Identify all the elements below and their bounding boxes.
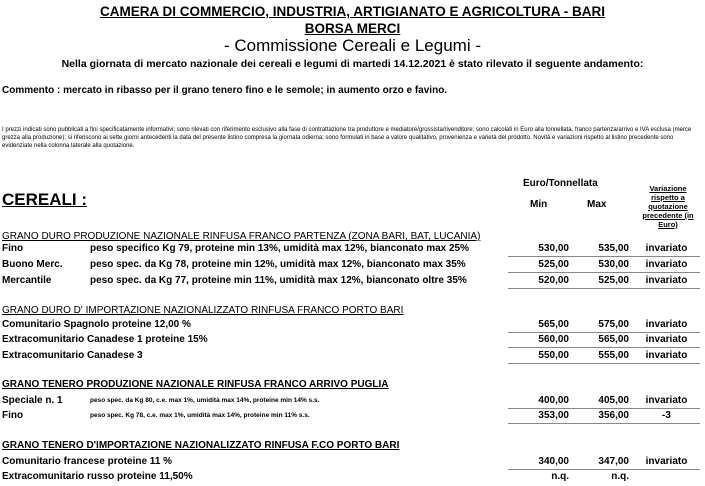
row-variation: invariato xyxy=(645,350,688,361)
section-title: GRANO TENERO PRODUZIONE NAZIONALE RINFUSA FRANCO ARRIVO PUGLIA xyxy=(2,379,389,390)
row-min: 560,00 xyxy=(538,334,569,345)
row-variation: invariato xyxy=(645,334,688,345)
row-name: Fino xyxy=(2,410,24,421)
row-name: Buono Merc. xyxy=(2,259,63,270)
row-name: Fino xyxy=(2,243,24,254)
section-title: GRANO DURO PRODUZIONE NAZIONALE RINFUSA FRANCO PARTENZA (ZONA BARI, BAT, LUCANIA) xyxy=(2,231,481,242)
row-desc: peso spec. da Kg 78, proteine min 12%, umidità max 12%, bianconato max 35% xyxy=(90,259,466,270)
row-max: 575,00 xyxy=(598,319,629,330)
row-desc: peso spec. da Kg 77, proteine min 11%, umidità max 12%, bianconato oltre 35% xyxy=(90,275,467,286)
market-comment: Commento : mercato in ribasso per il grano tenero fino e le semole; in aumento orzo e favino. xyxy=(2,85,448,96)
row-name: Extracomunitario russo proteine 11,50% xyxy=(2,471,193,482)
row-max: 565,00 xyxy=(598,334,629,345)
row-divider xyxy=(508,332,700,333)
commission-title: - Commissione Cereali e Legumi - xyxy=(224,36,481,55)
row-max: 530,00 xyxy=(598,259,629,270)
row-divider xyxy=(508,408,700,409)
row-min: 400,00 xyxy=(538,395,569,406)
row-min: 340,00 xyxy=(538,456,569,467)
row-variation: invariato xyxy=(645,259,688,270)
row-min: n.q. xyxy=(551,471,569,482)
row-divider xyxy=(508,256,700,257)
chamber-title: CAMERA DI COMMERCIO, INDUSTRIA, ARTIGIANATO E AGRICOLTURA - BARI xyxy=(100,4,605,19)
row-name: Comunitario francese proteine 11 % xyxy=(2,456,173,467)
row-desc: peso spec. Kg 78, c.e. max 1%, umidità max 14%, proteine min 11% s.s. xyxy=(90,412,310,419)
row-min: 353,00 xyxy=(538,410,569,421)
currency-header: Euro/Tonnellata xyxy=(523,178,598,189)
row-min: 530,00 xyxy=(538,243,569,254)
row-variation: invariato xyxy=(645,456,688,467)
row-name: Extracomunitario Canadese 3 xyxy=(2,350,143,361)
row-max: n.q. xyxy=(611,471,629,482)
row-min: 565,00 xyxy=(538,319,569,330)
row-divider xyxy=(508,272,700,273)
row-variation: invariato xyxy=(645,395,688,406)
min-header: Min xyxy=(530,199,548,210)
row-variation: invariato xyxy=(645,243,688,254)
row-variation: invariato xyxy=(645,319,688,330)
row-name: Speciale n. 1 xyxy=(2,395,63,406)
row-divider xyxy=(508,423,700,424)
row-divider xyxy=(508,288,700,289)
row-min: 525,00 xyxy=(538,259,569,270)
row-max: 347,00 xyxy=(598,456,629,467)
row-name: Comunitario Spagnolo proteine 12,00 % xyxy=(2,319,191,330)
row-name: Mercantile xyxy=(2,275,52,286)
row-max: 356,00 xyxy=(598,410,629,421)
variation-header: Variazione rispetto a quotazione precedente (in Euro) xyxy=(642,184,694,229)
row-divider xyxy=(508,469,700,470)
category-title: CEREALI : xyxy=(2,190,87,209)
row-divider xyxy=(508,347,700,348)
row-divider xyxy=(508,363,700,364)
section-title: GRANO DURO D' IMPORTAZIONE NAZIONALIZZATO RINFUSA FRANCO PORTO BARI xyxy=(2,305,404,316)
row-max: 525,00 xyxy=(598,275,629,286)
row-max: 405,00 xyxy=(598,395,629,406)
row-min: 550,00 xyxy=(538,350,569,361)
row-variation: invariato xyxy=(645,275,688,286)
row-name: Extracomunitario Canadese 1 proteine 15% xyxy=(2,334,208,345)
row-max: 535,00 xyxy=(598,243,629,254)
row-desc: peso specifico Kg 79, proteine min 13%, umidità max 12%, bianconato max 25% xyxy=(90,243,470,254)
disclaimer-text: I prezzi indicati sono pubblicati a fini specificatamente informativi; sono rilevati con riferimento esclusivo alla fase di contrattazione tra produttore e mediatore/grossista/rivenditore; sono calcolati in Euro alla tonnellata, franco partenza/arrivo e IVA esclusa (merce grezza alla produzione); si riferiscono ai sette giorni antecedenti la data del presente listino compresa la giornata odierna; sono formulati in base a valore qualitativo, provenienza e varietà del prodotto. Novità e variazioni rispetto al listino precedente sono evidenziate nella colonna laterale alla quotazione. xyxy=(2,127,692,149)
row-min: 520,00 xyxy=(538,275,569,286)
market-date-line: Nella giornata di mercato nazionale dei cereali e legumi di martedi 14.12.2021 è stato rilevato il seguente andamento: xyxy=(61,58,644,70)
row-max: 555,00 xyxy=(598,350,629,361)
row-variation: -3 xyxy=(662,410,671,421)
section-title: GRANO TENERO D'IMPORTAZIONE NAZIONALIZZATO RINFUSA F.CO PORTO BARI xyxy=(2,440,400,451)
max-header: Max xyxy=(587,199,607,210)
borsa-merci-title: BORSA MERCI xyxy=(304,21,401,36)
row-desc: peso spec. da Kg 80, c.e. max 1%, umidità max 14%, proteine min 14% s.s. xyxy=(90,397,320,404)
